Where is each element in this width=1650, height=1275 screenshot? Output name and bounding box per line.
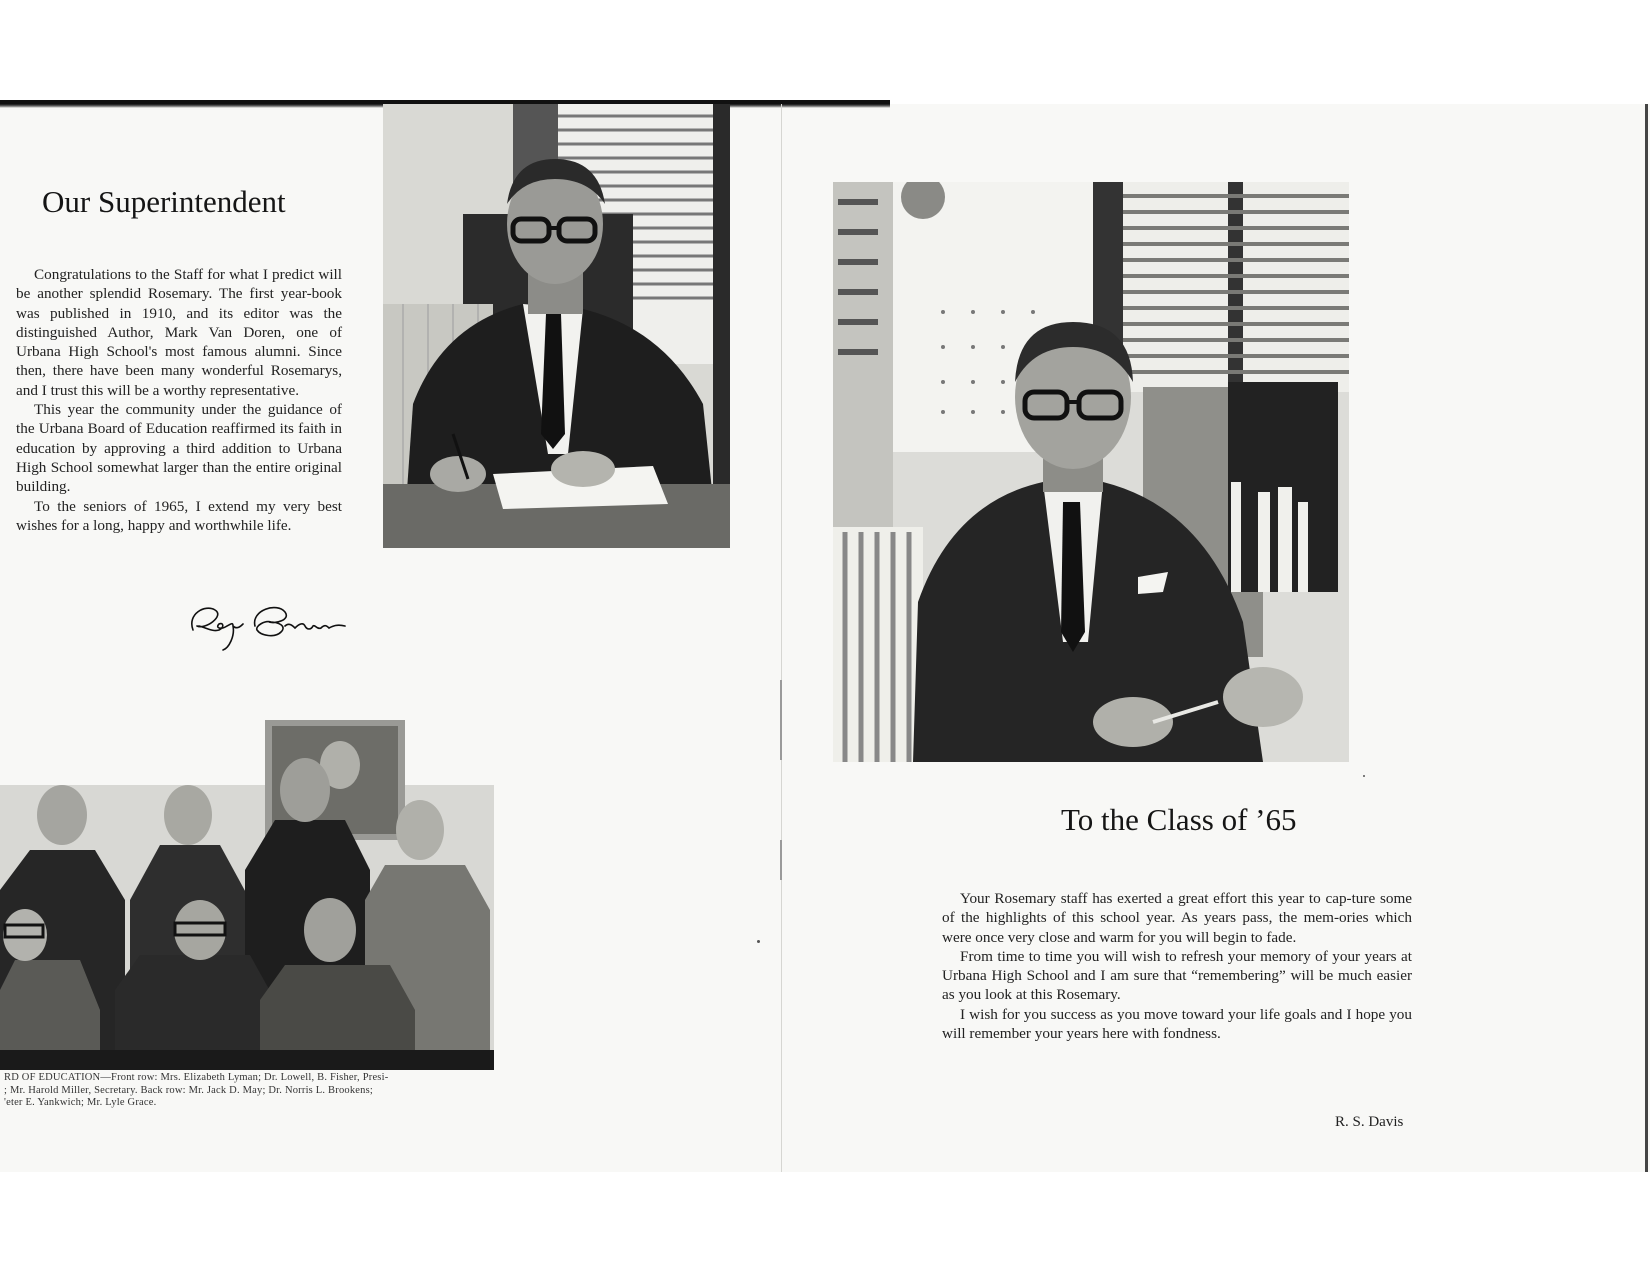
letter-paragraph: To the seniors of 1965, I extend my very best wishes for a long, happy and worthwhile life. bbox=[16, 497, 342, 534]
superintendent-signature bbox=[185, 596, 360, 652]
message-paragraph: Your Rosemary staff has exerted a great effort this year to cap-ture some of the highlights of this school year. As years pass, the mem-ories which were once very close and warm for you will begin to fade. bbox=[942, 890, 1412, 946]
scan-speck bbox=[1363, 775, 1365, 777]
left-page bbox=[0, 104, 780, 1172]
principal-photo bbox=[833, 182, 1349, 762]
message-paragraph: From time to time you will wish to refresh your memory of your years at Urbana High School and I am sure that “remembering” will be much easier as you look at this Rosemary. bbox=[942, 947, 1412, 1004]
caption-line: RD OF EDUCATION—Front row: Mrs. Elizabeth Lyman; Dr. Lowell, B. Fisher, Presi- bbox=[4, 1072, 389, 1083]
superintendent-letter bbox=[16, 265, 342, 535]
class-message bbox=[942, 889, 1412, 1043]
caption-line: ; Mr. Harold Miller, Secretary. Back row: Mr. Jack D. May; Dr. Norris L. Brookens; bbox=[4, 1084, 374, 1096]
board-of-education-photo bbox=[0, 720, 494, 1070]
page-right-edge bbox=[1645, 104, 1648, 1172]
letter-paragraph: Congratulations to the Staff for what I predict will be another splendid Rosemary. The first year-book was published in 1910, and its editor was the distinguished Author, Mark Van Doren, one of Urbana High School's most famous alumni. Since then, there have been many wonderful Rosemarys, and I trust this will be a worthy representative. bbox=[16, 266, 342, 399]
scan-speck bbox=[757, 940, 760, 943]
superintendent-photo bbox=[383, 104, 730, 548]
right-page bbox=[784, 104, 1644, 1172]
right-page-heading: To the Class of ’65 bbox=[1061, 802, 1297, 837]
message-signer: R. S. Davis bbox=[1335, 1114, 1404, 1130]
letter-paragraph: This year the community under the guidance of the Urbana Board of Education reaffirmed its faith in education by approving a third addition to Urbana High School somewhat larger than the entire original building. bbox=[16, 401, 342, 496]
left-page-heading: Our Superintendent bbox=[42, 184, 286, 219]
caption-line: 'eter E. Yankwich; Mr. Lyle Grace. bbox=[4, 1097, 157, 1108]
book-gutter bbox=[781, 104, 782, 1172]
gutter-shadow bbox=[780, 680, 782, 760]
board-photo-caption bbox=[4, 1072, 474, 1110]
gutter-shadow bbox=[780, 840, 782, 880]
message-paragraph: I wish for you success as you move toward your life goals and I hope you will remember your years here with fondness. bbox=[942, 1005, 1412, 1043]
